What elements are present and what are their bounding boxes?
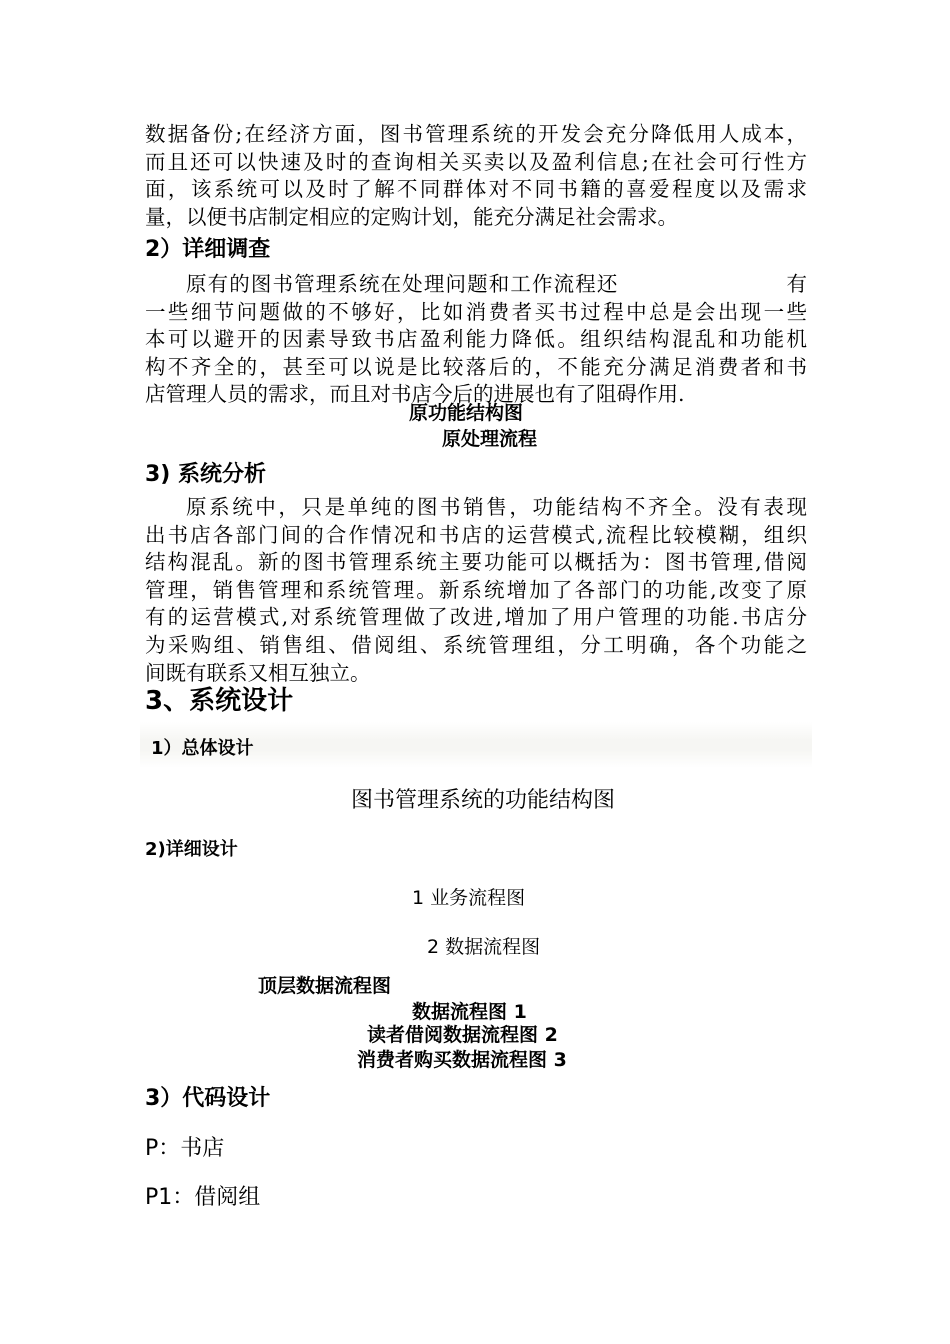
caption-business-flow: 1 业务流程图 [412,887,526,909]
caption-data-flow: 2 数据流程图 [427,936,541,958]
paragraph-line: 面，该系统可以及时了解不同群体对不同书籍的喜爱程度以及需求 [145,177,807,202]
paragraph-line: 管理，销售管理和系统管理。新系统增加了各部门的功能,改变了原 [145,577,807,602]
caption-dfd-3: 消费者购买数据流程图 3 [357,1049,567,1071]
paragraph-line: 一些细节问题做的不够好，比如消费者买书过程中总是会出现一些 [145,299,807,324]
caption-orig-structure: 原功能结构图 [409,402,524,424]
paragraph-line: 间既有联系又相互独立。 [145,660,371,685]
paragraph-line: 店管理人员的需求，而且对书店今后的进展也有了阻碍作用. [145,382,685,407]
heading-system-design: 3、系统设计 [145,686,294,716]
paragraph-line: 原有的图书管理系统在处理问题和工作流程还 有 [186,272,807,296]
heading-detailed-design: 2)详细设计 [145,839,238,860]
code-entry-p1: P1：借阅组 [145,1185,261,1210]
heading-code-design: 3）代码设计 [145,1086,271,1111]
paragraph-line: 出书店各部门间的合作情况和书店的运营模式,流程比较模糊，组织 [145,522,807,547]
paragraph-line: 构不齐全的，甚至可以说是比较落后的，不能充分满足消费者和书 [145,354,807,379]
code-entry-p: P：书店 [145,1136,225,1161]
paragraph-line: 量，以便书店制定相应的定购计划，能充分满足社会需求。 [145,204,678,229]
paragraph-line: 有的运营模式,对系统管理做了改进,增加了用户管理的功能.书店分 [145,605,807,630]
caption-top-dfd: 顶层数据流程图 [258,975,392,997]
heading-system-analysis: 3) 系统分析 [145,462,267,487]
paragraph-feasibility [145,121,807,231]
heading-overall-design: 1）总体设计 [151,738,254,759]
caption-orig-process: 原处理流程 [442,428,538,450]
paragraph-survey [145,271,807,409]
paragraph-line: 数据备份;在经济方面，图书管理系统的开发会充分降低用人成本， [145,122,807,146]
paragraph-line: 本可以避开的因素导致书店盈利能力降低。组织结构混乱和功能机 [145,327,807,352]
paragraph-analysis [145,494,807,687]
paragraph-line: 原系统中，只是单纯的图书销售，功能结构不齐全。没有表现 [186,495,807,519]
heading-detail-survey: 2）详细调查 [145,237,271,262]
caption-function-structure: 图书管理系统的功能结构图 [351,788,616,813]
paragraph-line: 结构混乱。新的图书管理系统主要功能可以概括为：图书管理,借阅 [145,550,807,575]
caption-dfd-2: 读者借阅数据流程图 2 [367,1024,558,1046]
caption-dfd-1: 数据流程图 1 [412,1001,527,1023]
paragraph-line: 而且还可以快速及时的查询相关买卖以及盈利信息;在社会可行性方 [145,149,807,174]
paragraph-line: 为采购组、销售组、借阅组、系统管理组，分工明确，各个功能之 [145,632,807,657]
